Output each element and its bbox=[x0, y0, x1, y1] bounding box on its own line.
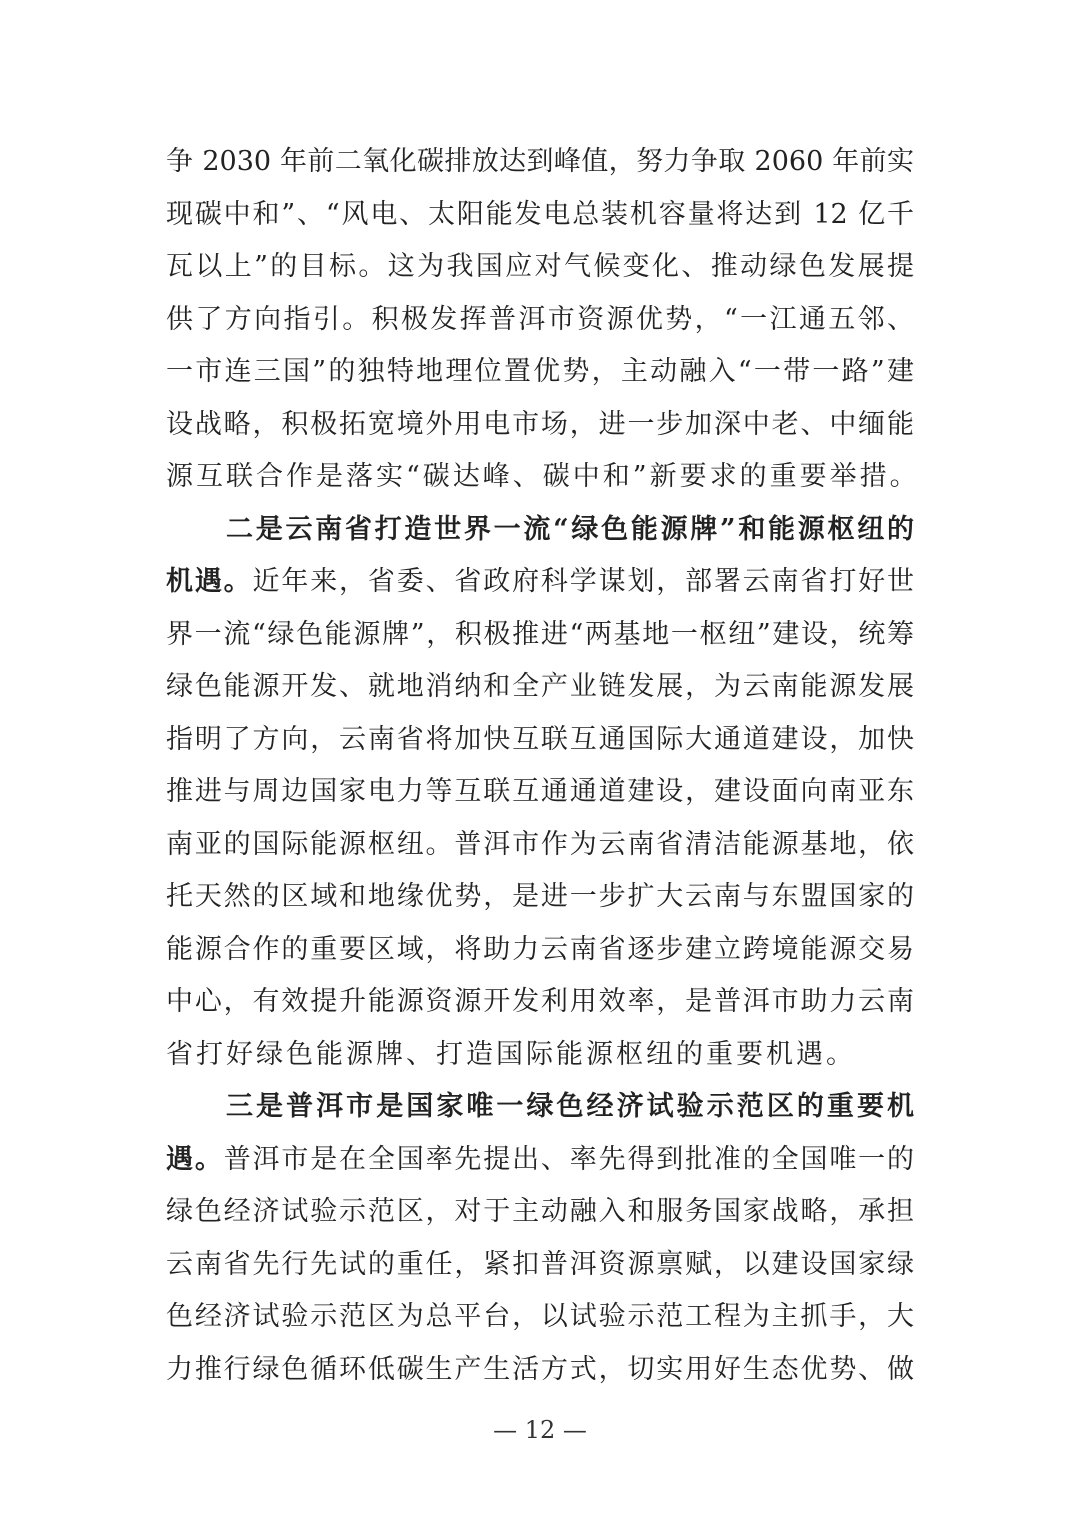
body-text: 近年来，省委、省政府科学谋划，部署云南省打好世 bbox=[252, 566, 915, 597]
body-text: 托天然的区域和地缘优势，是进一步扩大云南与东盟国家的 bbox=[166, 881, 914, 912]
page-number: — 12 — bbox=[493, 1416, 587, 1444]
body-text: 色经济试验示范区为总平台，以试验示范工程为主抓手，大 bbox=[166, 1301, 914, 1332]
text-line bbox=[166, 556, 914, 608]
text-line bbox=[166, 136, 914, 188]
body-text: 绿色能源开发、就地消纳和全产业链发展，为云南能源发展 bbox=[166, 671, 914, 702]
body-text: 南亚的国际能源枢纽。普洱市作为云南省清洁能源基地，依 bbox=[166, 828, 914, 860]
text-line bbox=[166, 1134, 914, 1186]
body-text: 云南省先行先试的重任，紧扣普洱资源禀赋，以建设国家绿 bbox=[166, 1248, 914, 1280]
text-line bbox=[166, 346, 914, 398]
text-line bbox=[166, 1291, 914, 1343]
body-text: 界一流“绿色能源牌”，积极推进“两基地一枢纽”建设，统筹 bbox=[166, 618, 914, 650]
body-text: 供了方向指引。积极发挥普洱市资源优势，“一江通五邻、 bbox=[166, 303, 914, 335]
text-line bbox=[166, 661, 914, 713]
body-text: 源互联合作是落实“碳达峰、碳中和”新要求的重要举措。 bbox=[166, 461, 920, 492]
body-text: 能源合作的重要区域，将助力云南省逐步建立跨境能源交易 bbox=[166, 933, 914, 965]
body-text: 中心，有效提升能源资源开发利用效率，是普洱市助力云南 bbox=[166, 986, 914, 1017]
body-text: 设战略，积极拓宽境外用电市场，进一步加深中老、中缅能 bbox=[166, 408, 914, 440]
body-text: 绿色经济试验示范区，对于主动融入和服务国家战略，承担 bbox=[166, 1196, 914, 1227]
text-line bbox=[226, 504, 914, 556]
text-line bbox=[166, 1344, 914, 1396]
text-line bbox=[166, 714, 914, 766]
text-line bbox=[166, 399, 914, 451]
text-line bbox=[166, 451, 920, 503]
bold-lead-text: 三是普洱市是国家唯一绿色经济试验示范区的重要机 bbox=[226, 1091, 914, 1122]
body-text: 推进与周边国家电力等互联互通通道建设，建设面向南亚东 bbox=[166, 776, 914, 807]
body-text: 指明了方向，云南省将加快互联互通国际大通道建设，加快 bbox=[166, 723, 914, 755]
text-line bbox=[166, 189, 914, 241]
text-line bbox=[166, 1029, 914, 1081]
text-line bbox=[166, 924, 914, 976]
text-line bbox=[166, 1239, 914, 1291]
body-text: 普洱市是在全国率先提出、率先得到批准的全国唯一的 bbox=[223, 1143, 915, 1175]
text-line bbox=[166, 294, 914, 346]
text-line bbox=[226, 1081, 914, 1133]
text-line bbox=[166, 609, 914, 661]
bold-lead-text: 遇。 bbox=[166, 1143, 224, 1175]
text-line bbox=[166, 241, 914, 293]
body-text: 争 2030 年前二氧化碳排放达到峰值，努力争取 2060 年前实 bbox=[166, 146, 914, 177]
text-line bbox=[166, 1186, 914, 1238]
body-text: 一市连三国”的独特地理位置优势，主动融入“一带一路”建 bbox=[166, 356, 914, 387]
text-line bbox=[166, 871, 914, 923]
body-text: 现碳中和”、“风电、太阳能发电总装机容量将达到 12 亿千 bbox=[166, 198, 914, 230]
text-line bbox=[166, 766, 914, 818]
text-line bbox=[166, 976, 914, 1028]
body-text: 瓦以上”的目标。这为我国应对气候变化、推动绿色发展提 bbox=[166, 251, 914, 282]
body-text: 省打好绿色能源牌、打造国际能源枢纽的重要机遇。 bbox=[166, 1038, 856, 1070]
bold-lead-text: 机遇。 bbox=[166, 566, 253, 597]
bold-lead-text: 二是云南省打造世界一流“绿色能源牌”和能源枢纽的 bbox=[226, 513, 914, 545]
text-line bbox=[166, 819, 914, 871]
body-text: 力推行绿色循环低碳生产生活方式，切实用好生态优势、做 bbox=[166, 1353, 914, 1385]
